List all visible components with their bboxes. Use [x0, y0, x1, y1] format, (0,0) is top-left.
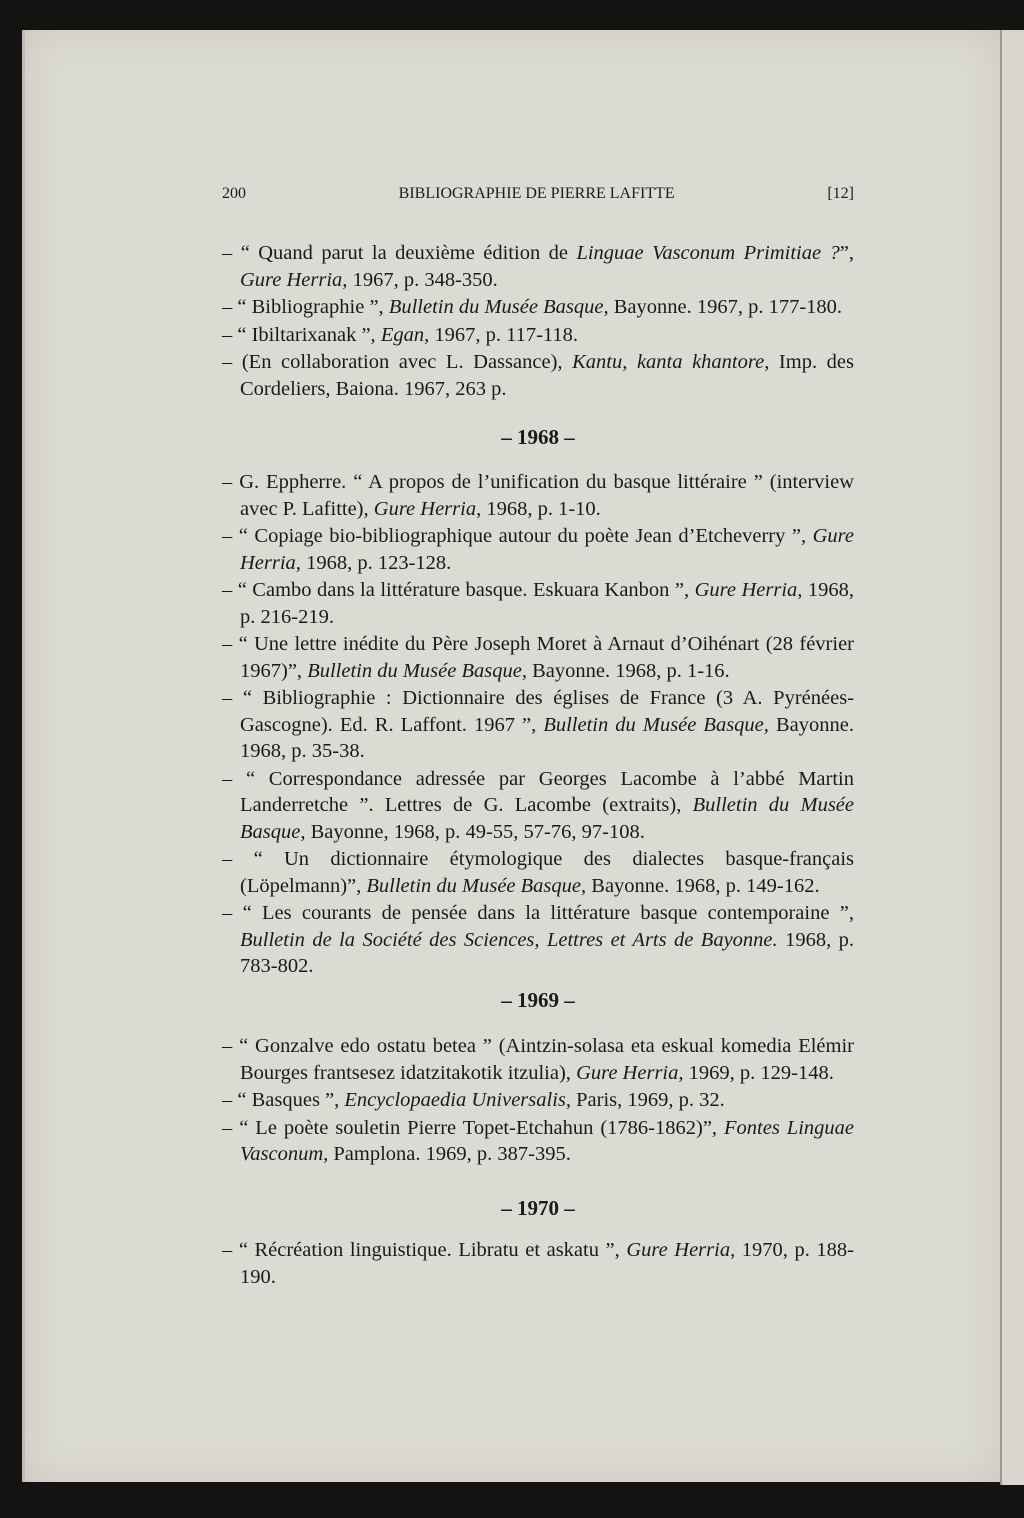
bibliography-entry	[222, 1115, 854, 1168]
entry-text: Imp. des Cordeliers, Baiona. 1967, 263 p.	[240, 351, 854, 400]
entry-text: – (En collaboration avec L. Dassance),	[222, 351, 573, 373]
entry-title-italic: Egan,	[380, 323, 430, 346]
running-title: BIBLIOGRAPHIE DE PIERRE LAFITTE	[398, 185, 675, 202]
bibliography-entry	[222, 322, 854, 349]
entry-title-italic: Gure Herria,	[694, 579, 803, 601]
entry-text: – “ Cambo dans la littérature basque. Eskuara Kanbon ”,	[222, 579, 695, 601]
entry-text: 1967, p. 117-118.	[429, 323, 579, 346]
bibliography-entry	[222, 1237, 854, 1290]
entry-title-italic: Gure Herria,	[576, 1061, 684, 1084]
entry-text: Bayonne. 1967, p. 177-180.	[608, 296, 843, 318]
section-number: [12]	[827, 185, 854, 202]
entries-1970	[222, 1237, 854, 1291]
entries-1967	[222, 240, 854, 403]
entries-1969	[222, 1033, 854, 1169]
entry-text: – “ Un dictionnaire étymologique des dialectes basque-français (Löpelmann)”,	[222, 848, 854, 897]
entry-text: – “ Copiage bio-bibliographique autour du poète Jean d’Etcheverry ”,	[222, 525, 813, 547]
entry-text: – “ Quand parut la deuxième édition de	[222, 242, 577, 264]
entry-title-italic: Gure Herria,	[626, 1239, 736, 1261]
entry-title-italic: Fontes Linguae Vasconum,	[240, 1116, 855, 1165]
entry-text: 1968, p. 216-219.	[240, 579, 854, 628]
page-number: 200	[222, 185, 246, 202]
entries-1968	[222, 469, 854, 981]
entry-text: Pamplona. 1969, p. 387-395.	[328, 1143, 571, 1165]
entry-title-italic: Bulletin du Musée Basque,	[307, 659, 527, 682]
entry-title-italic: Gure Herria,	[240, 268, 348, 291]
bibliography-entry	[222, 631, 854, 684]
entry-text: – “ Bibliographie ”,	[222, 296, 389, 318]
entry-text: 1968, p. 1-10.	[481, 497, 601, 520]
entry-text: – G. Eppherre. “ A propos de l’unification du basque littéraire ” (interview avec P. Lafitte),	[222, 471, 854, 520]
bibliography-entry	[222, 1087, 854, 1114]
bibliography-entry	[222, 523, 854, 576]
entry-text: – “ Les courants de pensée dans la littérature basque contemporaine ”,	[222, 902, 854, 924]
entry-text: Bayonne. 1968, p. 35-38.	[240, 713, 854, 762]
running-header	[222, 185, 854, 203]
year-heading-1968: – 1968 –	[501, 425, 575, 449]
bibliography-entry	[222, 846, 854, 899]
bibliography-entry	[222, 577, 854, 630]
entry-title-italic: Encyclopaedia Universalis,	[344, 1089, 571, 1111]
entry-title-italic: Gure Herria,	[373, 497, 482, 520]
entry-text: – “ Gonzalve edo ostatu betea ” (Aintzin-solasa eta eskual komedia Elémir Bourges frantsesez idatzitakotik itzulia),	[222, 1035, 854, 1084]
entry-title-italic: Kantu, kanta khantore,	[572, 351, 770, 373]
entry-text: Bayonne. 1968, p. 149-162.	[586, 874, 820, 897]
entry-text: Bayonne. 1968, p. 1-16.	[526, 659, 730, 682]
entry-text: 1968, p. 783-802.	[240, 928, 854, 977]
entry-text: – “ Une lettre inédite du Père Joseph Moret à Arnaut d’Oihénart (28 février 1967)”,	[222, 633, 854, 682]
bibliography-entry	[222, 766, 854, 846]
bibliography-entry	[222, 294, 854, 321]
bibliography-entry	[222, 469, 854, 522]
bibliography-entry	[222, 1033, 854, 1086]
entry-text: Bayonne, 1968, p. 49-55, 57-76, 97-108.	[305, 820, 645, 843]
entry-text: ”,	[839, 242, 855, 264]
entry-text: 1969, p. 129-148.	[683, 1061, 834, 1084]
entry-text: – “ Ibiltarixanak ”,	[222, 323, 381, 346]
bibliography-entry	[222, 900, 854, 980]
year-heading-1970: – 1970 –	[501, 1196, 575, 1220]
entry-text: – “ Basques ”,	[222, 1089, 345, 1111]
entry-title-italic: Bulletin du Musée Basque,	[388, 296, 609, 318]
entry-text: – “ Correspondance adressée par Georges Lacombe à l’abbé Martin Landerretche ”. Lettres de G. Lacombe (extraits),	[222, 767, 854, 816]
entry-text: – “ Bibliographie : Dictionnaire des églises de France (3 A. Pyrénées-Gascogne). Ed. R. Laffont. 1967 ”,	[222, 687, 854, 736]
entry-title-italic: Bulletin de la Société des Sciences, Lettres et Arts de Bayonne.	[240, 928, 778, 951]
bibliography-entry	[222, 349, 854, 402]
year-heading-1969: – 1969 –	[501, 988, 575, 1012]
entry-title-italic: Linguae Vasconum Primitiae ?	[576, 242, 840, 264]
entry-text: 1968, p. 123-128.	[300, 551, 452, 574]
entry-text: 1967, p. 348-350.	[347, 268, 498, 291]
adjacent-page-edge	[1000, 30, 1024, 1485]
entry-text: 1970, p. 188-190.	[240, 1239, 854, 1288]
entry-text: – “ Le poète souletin Pierre Topet-Etchahun (1786-1862)”,	[222, 1116, 725, 1139]
entry-text: Paris, 1969, p. 32.	[571, 1089, 725, 1111]
bibliography-entry	[222, 240, 854, 293]
entry-title-italic: Bulletin du Musée Basque,	[366, 874, 587, 897]
bibliography-entry	[222, 685, 854, 765]
entry-title-italic: Bulletin du Musée Basque,	[543, 713, 769, 736]
entry-text: – “ Récréation linguistique. Libratu et askatu ”,	[222, 1239, 627, 1261]
entry-title-italic: Gure Herria,	[240, 525, 854, 574]
entry-title-italic: Bulletin du Musée Basque,	[240, 794, 854, 843]
